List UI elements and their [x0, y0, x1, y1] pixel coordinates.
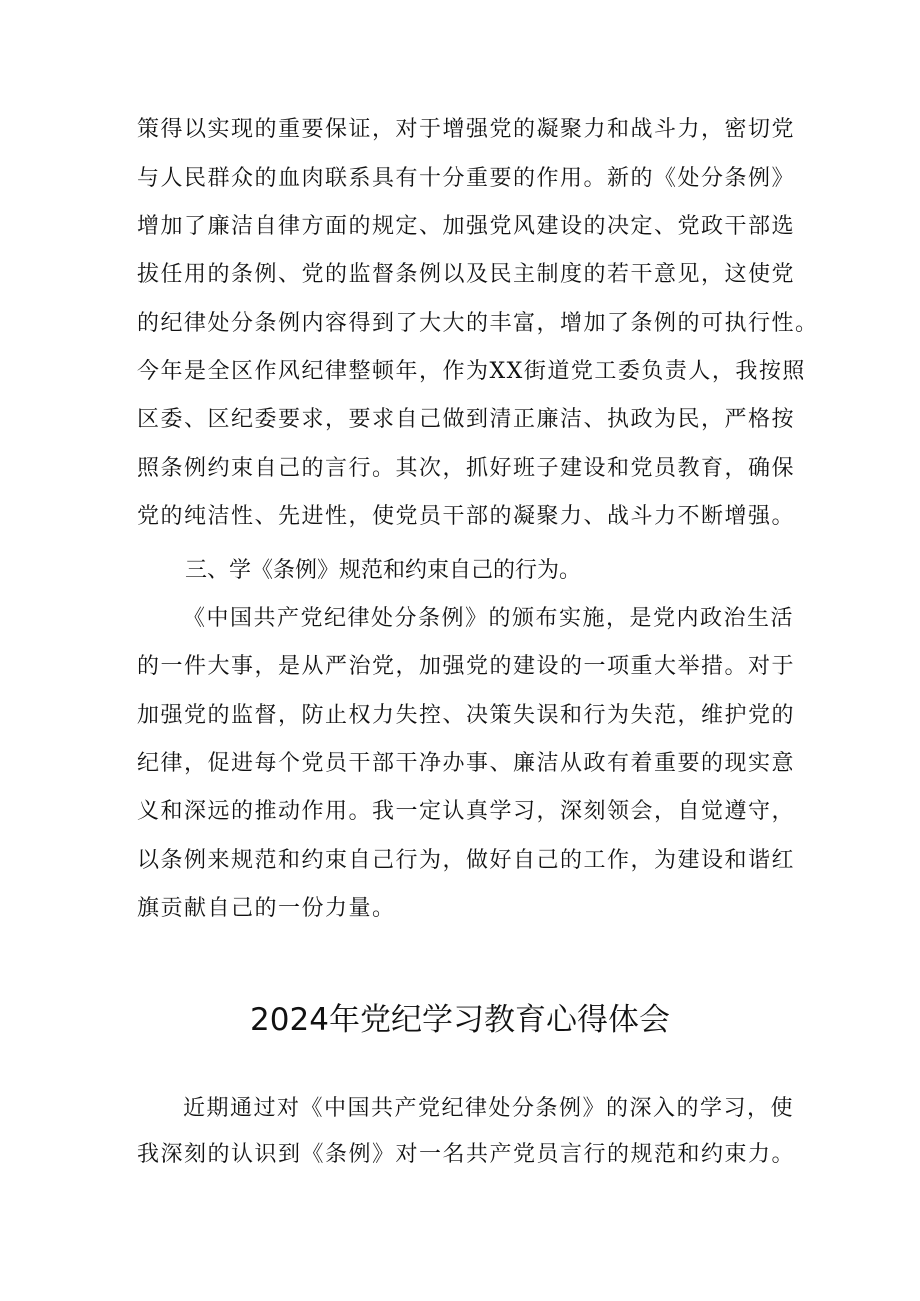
- paragraph-line: 与人民群众的血肉联系具有十分重要的作用。新的《处分条例》: [137, 166, 796, 191]
- paragraph-line: 今年是全区作风纪律整顿年，作为XX街道党工委负责人，我按照: [137, 359, 806, 384]
- section-heading: 三、学《条例》规范和约束自己的行为。: [185, 558, 582, 583]
- paragraph-line: 纪律，促进每个党员干部干净办事、廉洁从政有着重要的现实意: [137, 751, 796, 776]
- paragraph-line: 区委、区纪委要求，要求自己做到清正廉洁、执政为民，严格按: [137, 407, 796, 432]
- paragraph-line: 党的纯洁性、先进性，使党员干部的凝聚力、战斗力不断增强。: [137, 504, 796, 529]
- paragraph-line: 的一件大事，是从严治党，加强党的建设的一项重大举措。对于: [137, 654, 796, 679]
- document-title: 2024年党纪学习教育心得体会: [250, 1002, 670, 1038]
- paragraph-line: 拔任用的条例、党的监督条例以及民主制度的若干意见，这使党: [137, 262, 796, 287]
- paragraph-line: 我深刻的认识到《条例》对一名共产党员言行的规范和约束力。: [137, 1142, 796, 1167]
- paragraph-line: 义和深远的推动作用。我一定认真学习，深刻领会，自觉遵守，: [137, 799, 796, 824]
- paragraph-line: 增加了廉洁自律方面的规定、加强党风建设的决定、党政干部选: [137, 214, 796, 239]
- paragraph-line: 以条例来规范和约束自己行为，做好自己的工作，为建设和谐红: [137, 848, 796, 873]
- paragraph-line: 加强党的监督，防止权力失控、决策失误和行为失范，维护党的: [137, 703, 796, 728]
- paragraph-line: 旗贡献自己的一份力量。: [137, 896, 396, 921]
- paragraph-line: 的纪律处分条例内容得到了大大的丰富，增加了条例的可执行性。: [137, 311, 819, 336]
- paragraph-line: 《中国共产党纪律处分条例》的颁布实施，是党内政治生活: [183, 606, 795, 631]
- paragraph-line: 策得以实现的重要保证，对于增强党的凝聚力和战斗力，密切党: [137, 117, 796, 142]
- paragraph-line: 近期通过对《中国共产党纪律处分条例》的深入的学习，使: [183, 1096, 795, 1121]
- paragraph-line: 照条例约束自己的言行。其次，抓好班子建设和党员教育，确保: [137, 456, 796, 481]
